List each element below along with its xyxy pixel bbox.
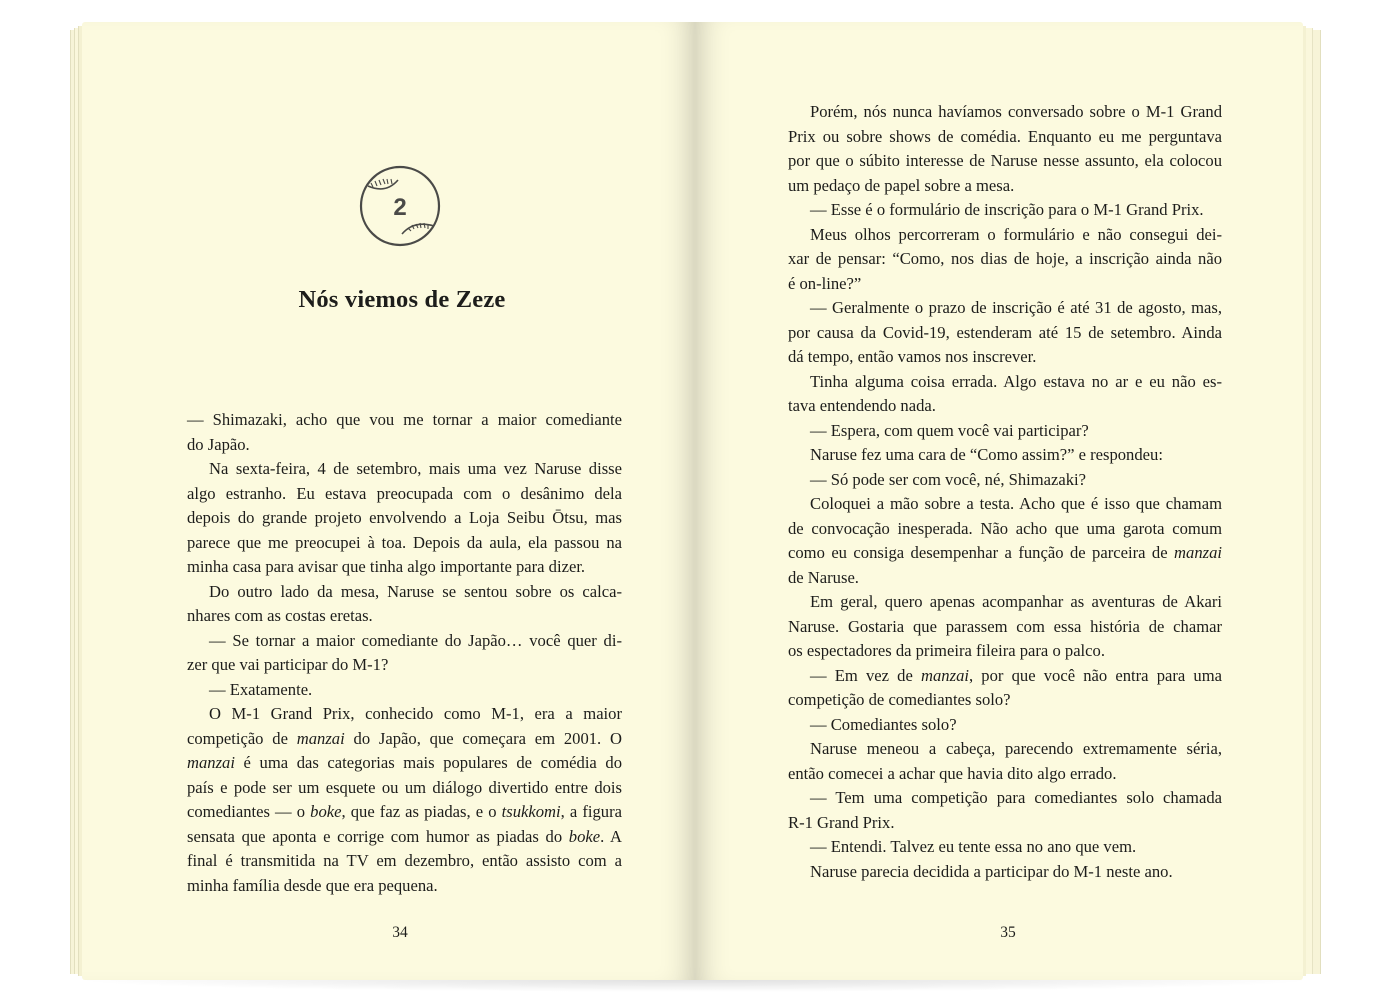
text-line: Naruse. Gostaria que parassem com essa história de chamar — [788, 616, 1222, 636]
text-line: Do outro lado da mesa, Naruse se sentou sobre os calca- — [209, 581, 622, 601]
text-line: Meus olhos percorreram o formulário e não consegui dei- — [810, 224, 1222, 244]
text-line: zer que vai participar do M-1? — [187, 655, 389, 674]
text-line: nhares com as costas eretas. — [187, 606, 373, 625]
chapter-title: Nós viemos de Zeze — [298, 286, 506, 313]
text-line: final é transmitida na TV em dezembro, então assisto com a — [187, 851, 622, 870]
text-line: — Espera, com quem você vai participar? — [810, 420, 1089, 440]
text-line: manzai é uma das categorias mais populares de comédia do — [187, 753, 622, 772]
right-page-body — [788, 100, 1222, 884]
text-line: sensata que aponta e corrige com humor as piadas do boke. A — [187, 826, 622, 846]
text-line: um pedaço de papel sobre a mesa. — [788, 175, 1015, 195]
text-line: Naruse parecia decidida a participar do M-1 neste ano. — [810, 861, 1173, 881]
text-line: Tinha alguma coisa errada. Algo estava no ar e eu não es- — [810, 371, 1222, 391]
text-line: Prix ou sobre shows de comédia. Enquanto eu me perguntava — [788, 126, 1222, 146]
text-line: depois do grande projeto envolvendo a Loja Seibu Ōtsu, mas — [187, 508, 622, 527]
left-page-number: 34 — [392, 924, 408, 941]
text-line: — Se tornar a maior comediante do Japão… você quer di- — [209, 630, 622, 650]
text-line: os espectadores da primeira fileira para o palco. — [788, 641, 1105, 660]
left-page-body — [187, 408, 622, 898]
text-line: — Só pode ser com você, né, Shimazaki? — [810, 469, 1087, 489]
text-line: comediantes — o boke, que faz as piadas, e o tsukkomi, a figura — [187, 802, 622, 821]
text-line: por que o súbito interesse de Naruse nesse assunto, ela colocou — [788, 151, 1222, 170]
text-line: — Em vez de manzai, por que você não entra para uma — [810, 665, 1222, 685]
text-line: algo estranho. Eu estava preocupada com o desânimo dela — [187, 483, 622, 503]
text-line: minha casa para avisar que tinha algo importante para dizer. — [187, 557, 586, 576]
text-line: — Exatamente. — [209, 679, 313, 699]
text-line: O M-1 Grand Prix, conhecido como M-1, era a maior — [209, 704, 622, 723]
text-line: — Geralmente o prazo de inscrição é até 31 de agosto, mas, — [810, 298, 1222, 317]
text-line: Na sexta-feira, 4 de setembro, mais uma vez Naruse disse — [209, 459, 622, 478]
text-line: competição de manzai do Japão, que começara em 2001. O — [187, 728, 622, 748]
text-line: do Japão. — [187, 434, 250, 454]
text-line: parece que me preocupei à toa. Depois da aula, ela passou na — [187, 532, 622, 552]
text-line: — Tem uma competição para comediantes solo chamada — [810, 788, 1222, 807]
text-line: dá tempo, então vamos nos inscrever. — [788, 347, 1037, 366]
text-line: Coloquei a mão sobre a testa. Acho que é isso que chamam — [810, 494, 1222, 513]
text-line: tava entendendo nada. — [788, 396, 936, 415]
text-line: é on-line?” — [788, 273, 862, 293]
text-line: como eu consiga desempenhar a função de parceira de manzai — [788, 543, 1222, 562]
baseball-icon — [358, 164, 442, 248]
text-line: Porém, nós nunca havíamos conversado sobre o M-1 Grand — [810, 102, 1222, 121]
text-line: — Esse é o formulário de inscrição para o M-1 Grand Prix. — [810, 200, 1204, 219]
text-line: — Entendi. Talvez eu tente essa no ano que vem. — [810, 837, 1137, 856]
text-line: Em geral, quero apenas acompanhar as aventuras de Akari — [810, 592, 1222, 611]
text-line: competição de comediantes solo? — [788, 690, 1011, 709]
text-line: país e pode ser um esquete ou um diálogo divertido entre dois — [187, 777, 622, 797]
text-line: R-1 Grand Prix. — [788, 812, 895, 832]
right-page-number: 35 — [1000, 924, 1016, 941]
text-line: Naruse fez uma cara de “Como assim?” e respondeu: — [810, 445, 1163, 464]
text-line: minha família desde que era pequena. — [187, 875, 438, 895]
text-line: de Naruse. — [788, 567, 859, 587]
text-line: xar de pensar: “Como, nos dias de hoje, a inscrição ainda não — [788, 249, 1222, 268]
text-line: — Comediantes solo? — [810, 714, 957, 734]
text-line: de convocação inesperada. Não acho que uma garota comum — [788, 518, 1222, 538]
text-line: por causa da Covid-19, estenderam até 15 de setembro. Ainda — [788, 322, 1222, 342]
text-line: — Shimazaki, acho que vou me tornar a maior comediante — [187, 410, 622, 429]
text-line: então comecei a achar que havia dito algo errado. — [788, 763, 1117, 783]
chapter-number: 2 — [393, 194, 407, 221]
text-line: Naruse meneou a cabeça, parecendo extremamente séria, — [810, 739, 1222, 758]
